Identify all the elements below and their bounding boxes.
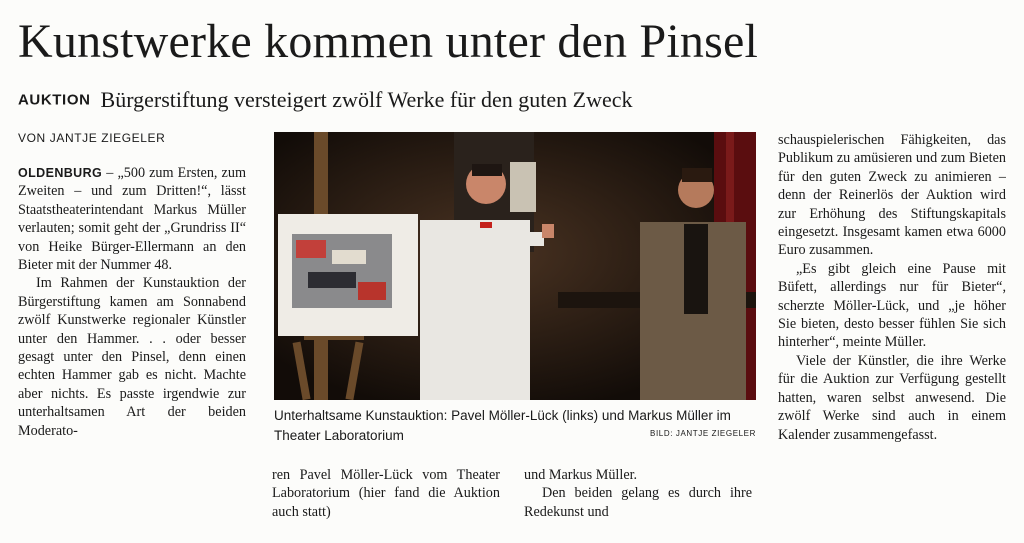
photo-credit: BILD: JANTJE ZIEGELER — [650, 429, 756, 438]
article-column-2 — [272, 466, 500, 526]
paragraph-1 — [18, 164, 246, 274]
column-2-text: ren Pavel Möller-Lück vom Theater Laboratorium (hier fand die Auktion auch statt) — [272, 467, 500, 520]
stage-scene-image — [274, 132, 756, 400]
headline: Kunstwerke kommen unter den Pinsel — [18, 15, 758, 68]
column-3-line-1: und Markus Müller. — [524, 467, 638, 483]
subheadline: Bürgerstiftung versteigert zwölf Werke für den guten Zweck — [100, 87, 633, 112]
photo-caption — [274, 406, 756, 446]
paragraph-2: Im Rahmen der Kunstauktion der Bürgerstiftung kamen am Sonnabend zwölf Kunstwerke regionaler Künstler unter den Hammer. . . oder besser gesagt unter den Pinsel, denn einen echten Hammer gab es nicht. Machte aber nichts. Es passte irgendwie zur unterhaltsamen Art der beiden Moderato- — [18, 275, 246, 439]
article-photo — [274, 132, 756, 400]
column-4-paragraph-3: Viele der Künstler, die ihre Werke für die Auktion zur Verfügung gestellt hatten, waren selbst anwesend. Die zwölf Werke sind auch in einem Kalender zusammengefasst. — [778, 352, 1006, 443]
column-4-paragraph-1: schauspielerischen Fähigkeiten, das Publikum zu amüsieren und zum Bieten für den guten Zweck zu animieren – denn der Reinerlös der Auktion wird zur Erhöhung des Stiftungskapitals eingesetzt. Insgesamt kamen etwa 6000 Euro zusammen. — [778, 132, 1006, 259]
column-3-paragraph-2: Den beiden gelang es durch ihre Redekunst und — [524, 485, 752, 520]
article-column-1 — [18, 164, 246, 534]
dateline: OLDENBURG — [18, 166, 103, 180]
article-column-3 — [524, 466, 752, 526]
article-column-4 — [778, 131, 1006, 531]
column-4-paragraph-2: „Es gibt gleich eine Pause mit Büfett, allerdings nur für Bieter“, scherzte Möller-Lück, und „je höher Sie bieten, desto besser fühlen Sie sich hinterher“, meinte Müller. — [778, 260, 1006, 351]
caption-text: Unterhaltsame Kunstauktion: Pavel Möller-Lück (links) und Markus Müller im Theater Laboratorium — [274, 408, 731, 443]
paragraph-1-text: – „500 zum Ersten, zum Zweiten – und zum Dritten!“, lässt Staatstheaterintendant Markus Müller verlauten; somit geht der „Grundriss II“ von Heike Bürger-Ellermann an den Bieter mit der Nummer 48. — [18, 165, 246, 274]
kicker-label: AUKTION — [18, 91, 91, 109]
subheadline-row — [18, 87, 633, 113]
byline: VON JANTJE ZIEGELER — [18, 131, 166, 145]
